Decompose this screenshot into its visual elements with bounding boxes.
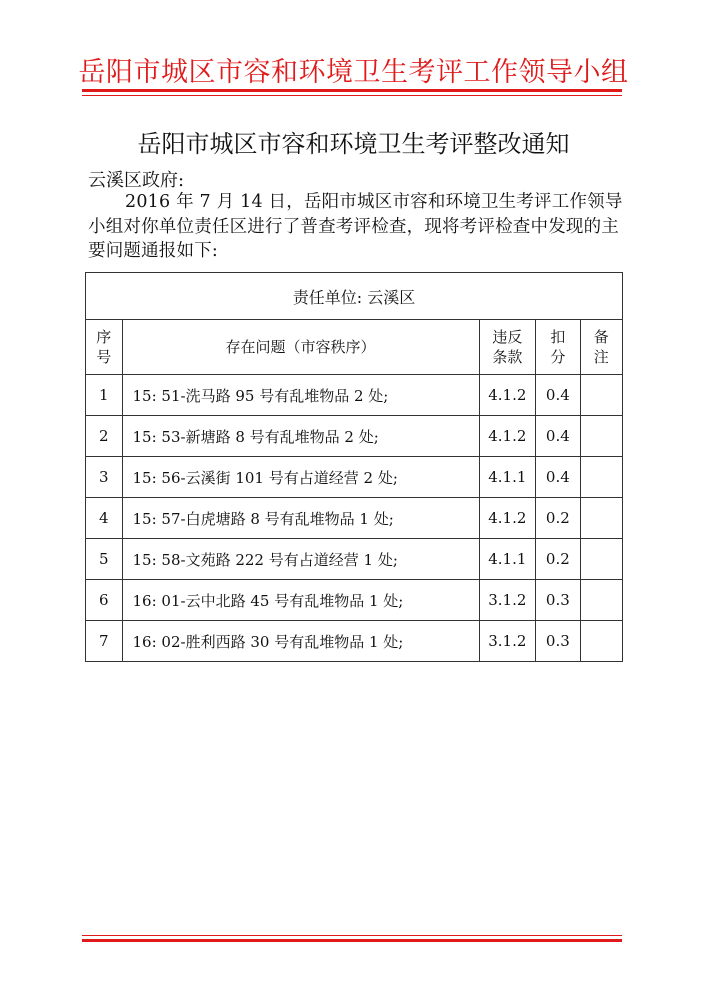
row-score: 0.3 <box>536 580 581 621</box>
notice-title: 岳阳市城区市容和环境卫生考评整改通知 <box>137 130 570 158</box>
unit-row <box>86 273 623 320</box>
row-no: 1 <box>86 375 123 416</box>
row-score: 0.3 <box>536 621 581 662</box>
footer-rule-thick <box>82 939 622 942</box>
row-issue: 15: 53-新塘路 8 号有乱堆物品 2 处; <box>122 416 479 457</box>
row-score: 0.4 <box>536 416 581 457</box>
row-issue: 15: 57-白虎塘路 8 号有乱堆物品 1 处; <box>122 498 479 539</box>
row-issue: 16: 01-云中北路 45 号有乱堆物品 1 处; <box>122 580 479 621</box>
table-row <box>86 621 623 662</box>
table-row <box>86 539 623 580</box>
row-issue: 15: 51-洗马路 95 号有乱堆物品 2 处; <box>122 375 479 416</box>
row-score: 0.2 <box>536 539 581 580</box>
row-note <box>580 457 622 498</box>
row-no: 3 <box>86 457 123 498</box>
table-row <box>86 457 623 498</box>
row-note <box>580 375 622 416</box>
row-clause: 4.1.1 <box>479 539 536 580</box>
table-row <box>86 416 623 457</box>
row-no: 5 <box>86 539 123 580</box>
header-score: 扣分 <box>536 320 581 375</box>
row-no: 7 <box>86 621 123 662</box>
row-score: 0.4 <box>536 457 581 498</box>
header-clause: 违反条款 <box>479 320 536 375</box>
notice-body: 2016 年 7 月 14 日，岳阳市城区市容和环境卫生考评工作领导小组对你单位责任区进行了普查考评检查，现将考评检查中发现的主要问题通报如下: <box>88 192 623 261</box>
row-clause: 4.1.2 <box>479 375 536 416</box>
footer-rule-thin <box>82 935 622 936</box>
row-clause: 4.1.1 <box>479 457 536 498</box>
row-issue: 15: 58-文苑路 222 号有占道经营 1 处; <box>122 539 479 580</box>
row-score: 0.2 <box>536 498 581 539</box>
header-rule-thin <box>82 95 622 96</box>
recipient-line: 云溪区政府: <box>88 170 185 191</box>
header-rule-thick <box>82 89 622 92</box>
table-header-row <box>86 320 623 375</box>
responsible-unit-cell: 责任单位: 云溪区 <box>86 273 623 320</box>
row-clause: 3.1.2 <box>479 621 536 662</box>
row-no: 6 <box>86 580 123 621</box>
issues-table <box>85 272 623 662</box>
table-row <box>86 580 623 621</box>
row-note <box>580 498 622 539</box>
row-clause: 4.1.2 <box>479 416 536 457</box>
row-issue: 15: 56-云溪街 101 号有占道经营 2 处; <box>122 457 479 498</box>
row-note <box>580 580 622 621</box>
row-note <box>580 416 622 457</box>
row-no: 4 <box>86 498 123 539</box>
row-clause: 3.1.2 <box>479 580 536 621</box>
org-header-title: 岳阳市城区市容和环境卫生考评工作领导小组 <box>78 57 629 88</box>
table-row <box>86 498 623 539</box>
header-issue: 存在问题（市容秩序） <box>122 320 479 375</box>
header-no: 序号 <box>86 320 123 375</box>
header-note: 备注 <box>580 320 622 375</box>
table-row <box>86 375 623 416</box>
row-no: 2 <box>86 416 123 457</box>
row-clause: 4.1.2 <box>479 498 536 539</box>
row-note <box>580 621 622 662</box>
row-score: 0.4 <box>536 375 581 416</box>
row-issue: 16: 02-胜利西路 30 号有乱堆物品 1 处; <box>122 621 479 662</box>
row-note <box>580 539 622 580</box>
